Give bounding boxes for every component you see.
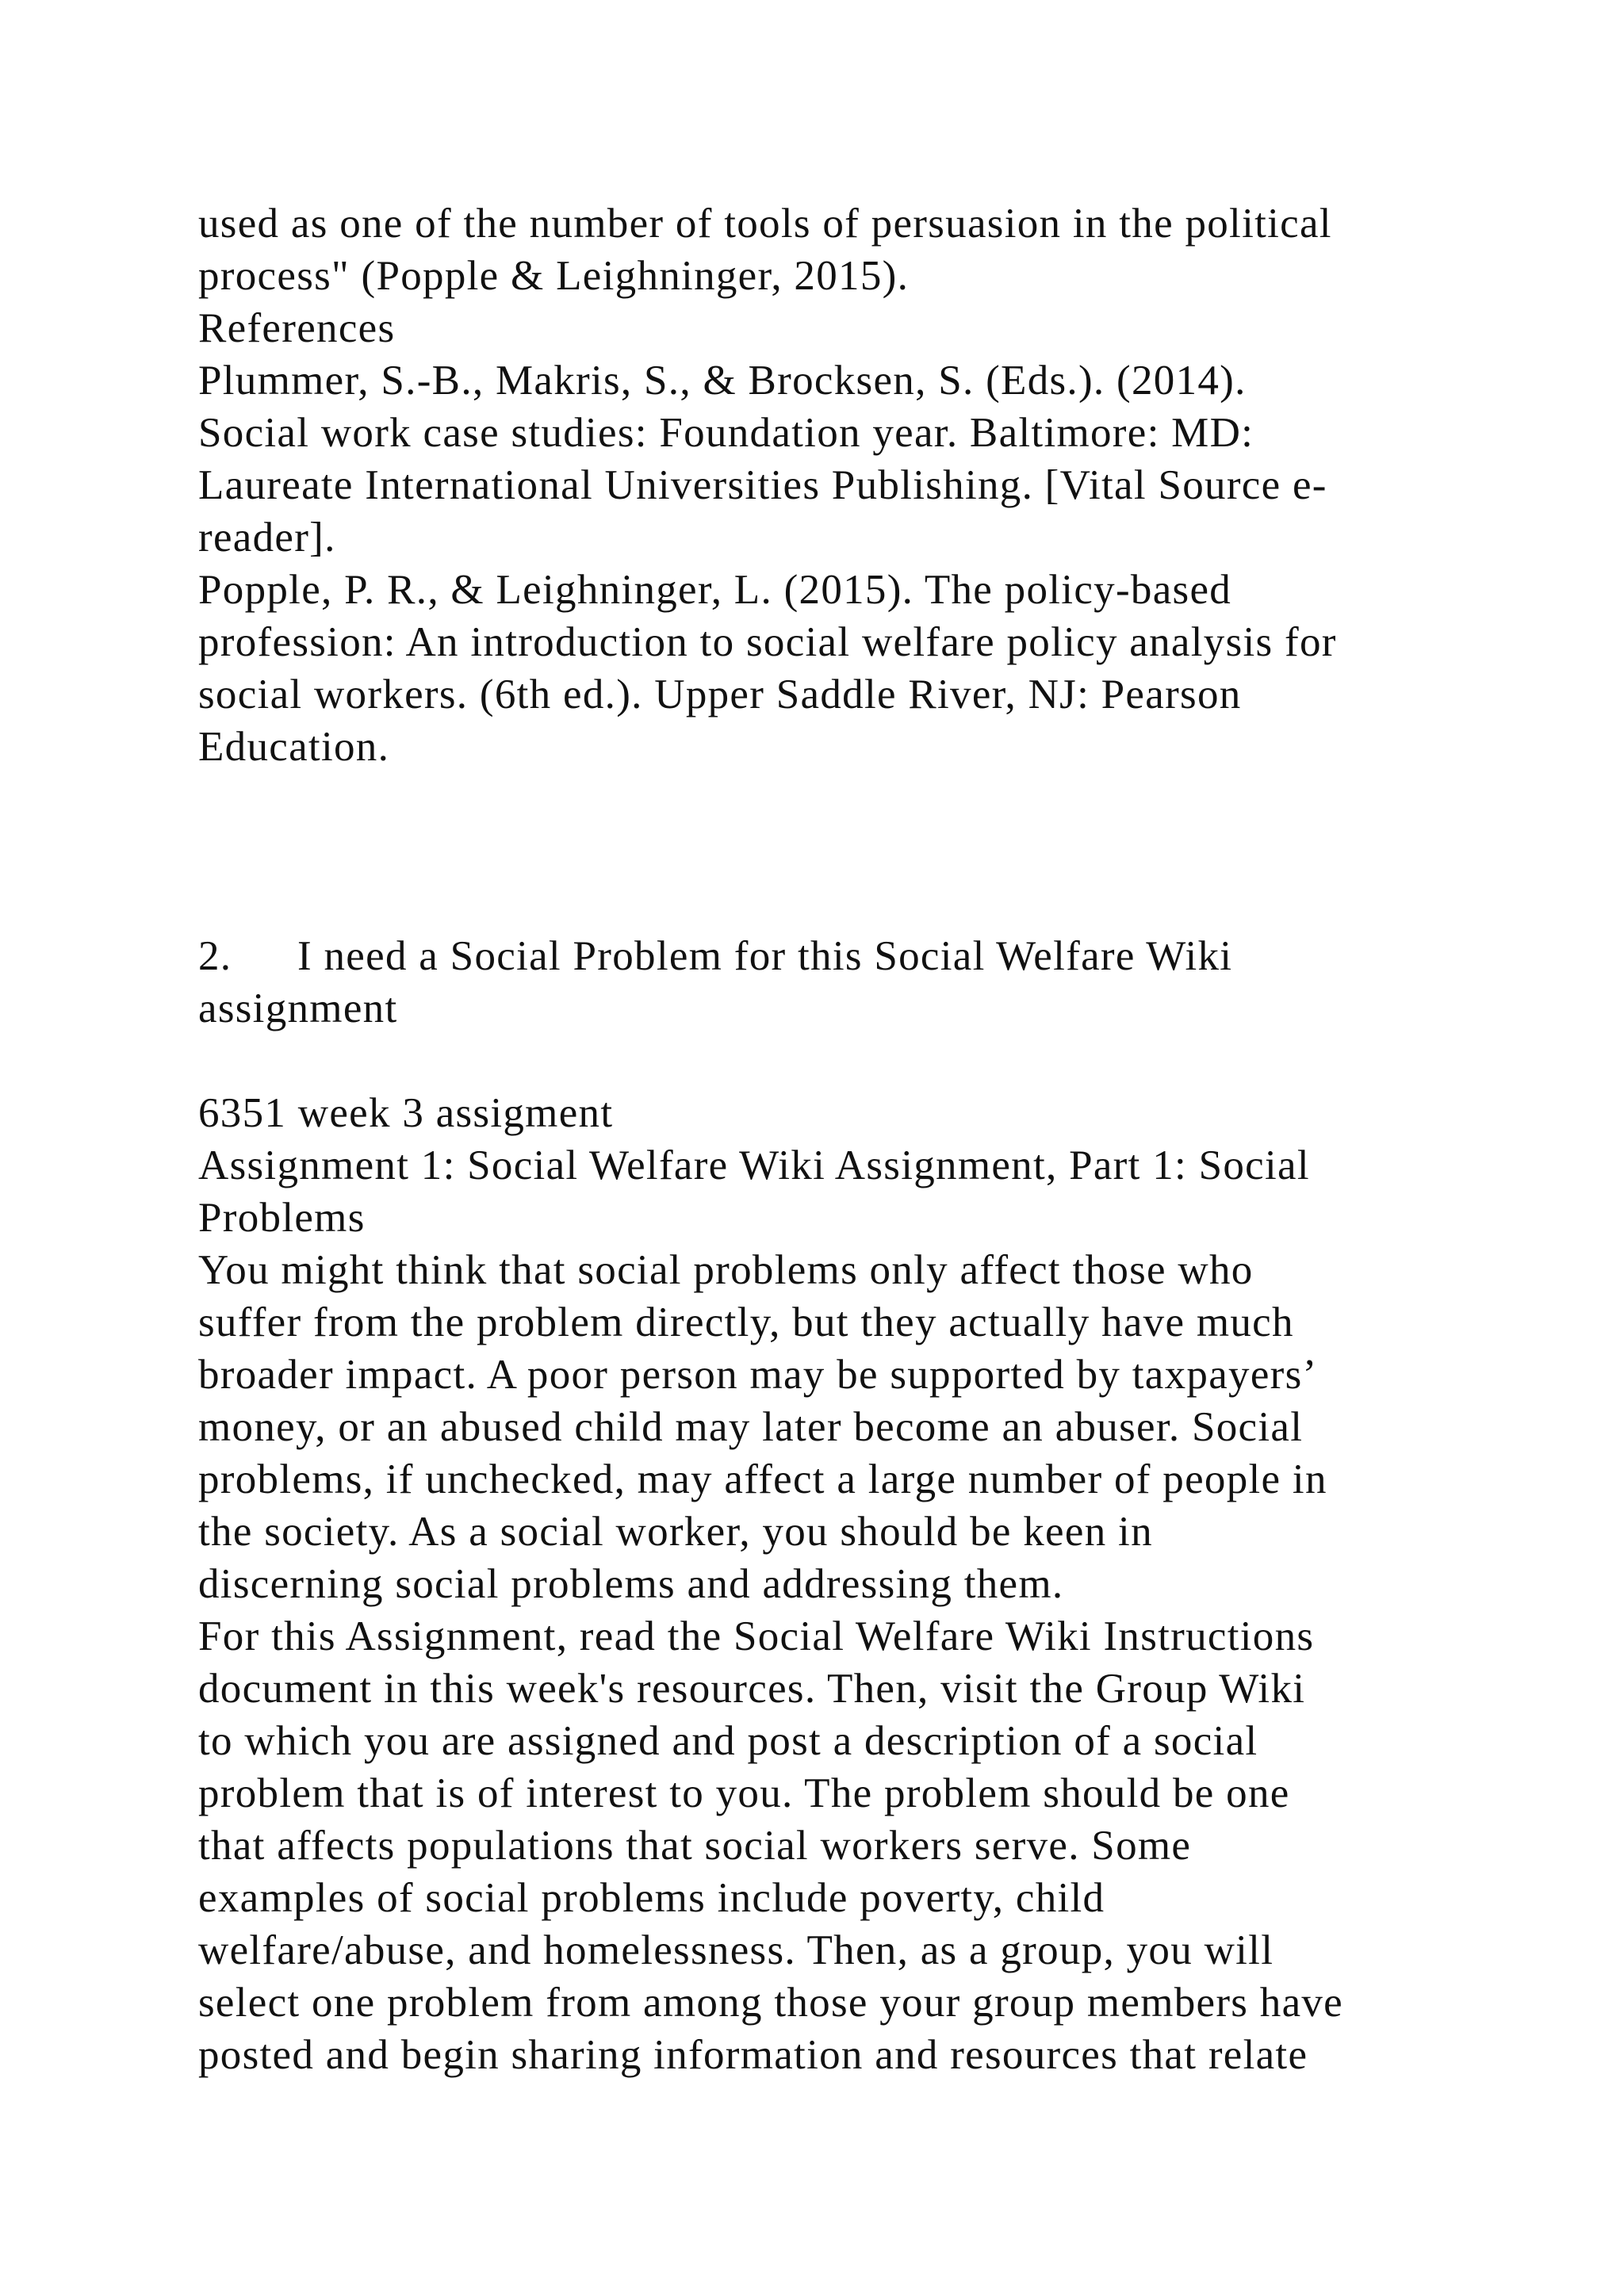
assignment-line: Assignment 1: Social Welfare Wiki Assignment, Part 1: Social xyxy=(198,1142,1310,1188)
assignment-line: Problems xyxy=(198,1195,366,1241)
assignment-line: that affects populations that social workers serve. Some xyxy=(198,1823,1192,1869)
reference-line: social workers. (6th ed.). Upper Saddle River, NJ: Pearson xyxy=(198,672,1242,718)
reference-line: Social work case studies: Foundation year. Baltimore: MD: xyxy=(198,410,1254,456)
intro-line: used as one of the number of tools of persuasion in the political xyxy=(198,201,1332,247)
assignment-line: welfare/abuse, and homelessness. Then, as a group, you will xyxy=(198,1927,1274,1973)
reference-line: profession: An introduction to social welfare policy analysis for xyxy=(198,619,1337,665)
reference-line: Plummer, S.-B., Makris, S., & Brocksen, S. (Eds.). (2014). xyxy=(198,358,1247,404)
assignment-line: 6351 week 3 assigment xyxy=(198,1090,614,1136)
reference-line: reader]. xyxy=(198,515,336,561)
question-line: assignment xyxy=(198,985,398,1031)
assignment-line: broader impact. A poor person may be supported by taxpayers’ xyxy=(198,1352,1318,1398)
assignment-line: document in this week's resources. Then, visit the Group Wiki xyxy=(198,1666,1306,1712)
question-number: 2. xyxy=(198,933,232,979)
assignment-line: discerning social problems and addressing them. xyxy=(198,1561,1064,1607)
assignment-line: examples of social problems include poverty, child xyxy=(198,1875,1105,1921)
question-text: I need a Social Problem for this Social Welfare Wiki xyxy=(297,933,1233,979)
intro-line: process" (Popple & Leighninger, 2015). xyxy=(198,253,910,299)
question-line xyxy=(198,931,1232,982)
assignment-line: posted and begin sharing information and resources that relate xyxy=(198,2032,1308,2078)
reference-line: Popple, P. R., & Leighninger, L. (2015). The policy-based xyxy=(198,567,1232,613)
assignment-line: to which you are assigned and post a description of a social xyxy=(198,1718,1258,1764)
assignment-line: problem that is of interest to you. The problem should be one xyxy=(198,1770,1290,1816)
reference-line: Education. xyxy=(198,724,390,770)
assignment-line: the society. As a social worker, you should be keen in xyxy=(198,1509,1153,1555)
assignment-line: You might think that social problems only affect those who xyxy=(198,1247,1254,1293)
assignment-line: money, or an abused child may later become an abuser. Social xyxy=(198,1404,1304,1450)
references-heading: References xyxy=(198,305,396,351)
assignment-line: For this Assignment, read the Social Welfare Wiki Instructions xyxy=(198,1613,1315,1659)
assignment-line: suffer from the problem directly, but they actually have much xyxy=(198,1299,1294,1345)
assignment-line: problems, if unchecked, may affect a large number of people in xyxy=(198,1456,1327,1502)
reference-line: Laureate International Universities Publishing. [Vital Source e- xyxy=(198,462,1327,508)
assignment-line: select one problem from among those your group members have xyxy=(198,1980,1344,2026)
